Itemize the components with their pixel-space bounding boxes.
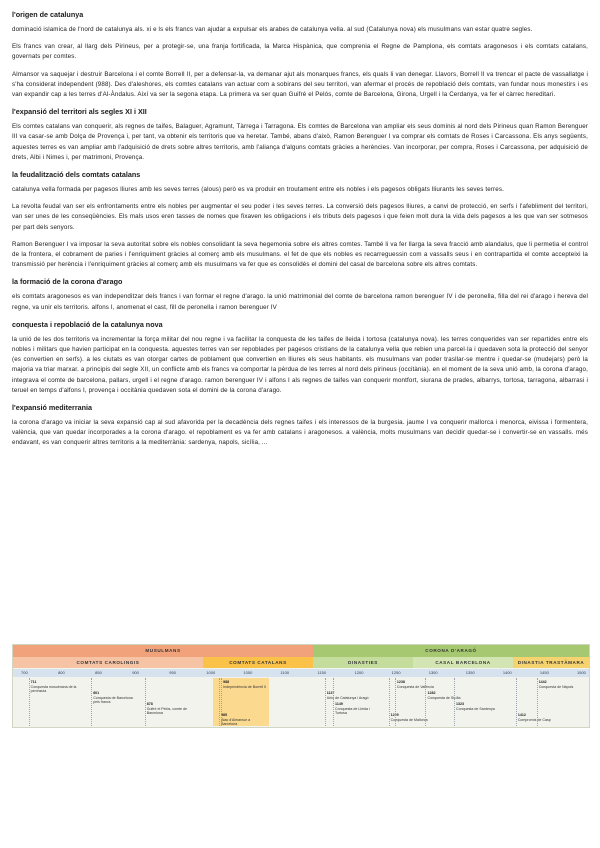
event-year: 1238 (396, 680, 405, 684)
timeline-event (93, 691, 139, 705)
event-tick (333, 678, 334, 726)
event-tick (91, 678, 92, 726)
year-label: 1500 (577, 670, 586, 675)
section-heading: conquesta i repoblació de la catalunya nova (12, 319, 163, 329)
timeline-event (31, 680, 77, 694)
year-label: 1300 (428, 670, 438, 675)
year-label: 1350 (465, 670, 475, 675)
event-tick (389, 678, 390, 726)
event-tick (219, 678, 220, 726)
paragraph: Ramon Berenguer I va imposar la seva autoritat sobre els nobles consolidant la seva hegemonia sobre els altres comtes. També li va fer llarga la seva fracció amb alandalus, que li permetia el control de la frontera, el cobrament de paries i l'enriquiment gràcies al comerç amb els musulmans. el fet de que els nobles es recarreguessin com a vassalls seus i en contrapartida el comte accepteixi la transmissió per herència i l'enriquiment gràcies al comerç amb els musulmans va fer que es consolidés el domini del casal de barcelona sobre els altres comtats. (12, 240, 588, 269)
event-tick (29, 678, 30, 726)
timeline-event (223, 680, 269, 689)
event-text: Conquesta de Sicília (427, 695, 461, 700)
year-label: 850 (95, 670, 102, 675)
timeline-event (391, 713, 437, 722)
event-tick (425, 678, 426, 726)
event-tick (221, 678, 222, 726)
event-text: Independència de Borrell II (223, 684, 267, 689)
year-label: 950 (169, 670, 176, 675)
timeline-event (456, 702, 502, 711)
event-text: Conquesta de Mallorca (390, 717, 428, 722)
section-heading: l'expansió mediterrania (12, 403, 93, 413)
section-heading: la feudalització dels comtats catalans (12, 170, 141, 180)
event-tick (516, 678, 517, 726)
event-year: 1412 (517, 713, 526, 717)
event-year: 1137 (326, 691, 335, 695)
event-text: Compromís de Casp (517, 717, 551, 722)
year-label: 1250 (391, 670, 401, 675)
event-text: Atac d'Almansor a Barcelona (221, 717, 251, 727)
event-tick (454, 678, 455, 726)
paragraph: Els francs van crear, al llarg dels Pirineus, per a protegir-se, una franja fortificada, la Marca Hispànica, que comprenia el Regne de Pamplona, els comtats aragonesos i els comtats catalans, governats per comtes. (12, 43, 588, 61)
event-year: 1149 (335, 702, 343, 706)
paragraph: dominació islamica de l'nord de catalunya als. xi e ls els francs van ajudar a expulsar els arabes de catalunya vella. al sud (Catalunya nova) els musulmans van estar quatre segles. (12, 26, 533, 33)
event-year: 878 (146, 702, 153, 706)
event-year: 1323 (455, 702, 464, 706)
year-label: 700 (21, 670, 28, 675)
year-label: 800 (58, 670, 65, 675)
event-text: Unió de Catalunya i Aragó (326, 695, 369, 700)
year-label: 1150 (317, 670, 327, 675)
event-text: Conquesta musulmana de la península (30, 684, 77, 694)
event-year: 1282 (427, 691, 436, 695)
event-text: Guifré el Pelós, comte de Barcelona (146, 706, 188, 716)
paragraph: la corona d'arago va iniciar la seva expansió cap al sud afavorida per la decadència dels regnes taifes i els interessos de la burgesia. jaume I va conquerir mallorca i menorca, eivissa i formentera, valència, que van quedar incorporades a la corona d'arago. el repoblament es va fer amb catalans i aragonesos. a valència, molts musulmans van decidir quedar-se i convertir-se en vassalls. més endavant, es van conquerir altres territoris a la mediterrània: sardenya, napols, sicília, ... (12, 419, 588, 447)
event-year: 988 (223, 680, 230, 684)
event-year: 1229 (390, 713, 399, 717)
event-tick (537, 678, 538, 726)
event-text: Conquesta de Barcelona pels francs (93, 695, 133, 705)
section-heading: l'origen de catalunya (12, 10, 84, 19)
timeline-event (147, 702, 193, 716)
event-text: Conquesta de Sardenya (455, 706, 495, 711)
year-label: 1450 (539, 670, 549, 675)
timeline-event (539, 680, 585, 689)
document-body (12, 10, 588, 456)
paragraph: catalunya vella formada per pagesos lliures amb les seves terres (alous) però es va produir en troutament entre els nobles i els pagesos obligats lliurants les seves terres. (12, 186, 504, 194)
year-label: 1050 (243, 670, 253, 675)
event-year: 1442 (538, 680, 547, 684)
timeline-event (221, 713, 267, 727)
history-timeline (12, 644, 590, 728)
paragraph: els comtats aragonesos es van independitzar dels francs i van formar el regne d'arago. la unió matrimonial del comte de barcelona ramon berenguer IV i de peronella, filla del rei d'arago i hereva del regne, va unir els territoris. alfons I, anomenat el cast, fill de peronella i ramon berenguer IV (12, 293, 588, 311)
section-heading: l'expansió del territori als segles XI i XII (12, 107, 147, 117)
event-text: Conquesta de Lleida i Tortosa (335, 706, 370, 716)
year-label: 1200 (354, 670, 364, 675)
band-casal-barcelona: CASAL BARCELONA (413, 657, 513, 668)
timeline-event (397, 680, 443, 689)
section-heading: la formació de la corona d'arago (12, 277, 123, 287)
event-year: 711 (30, 680, 37, 684)
year-label: 1100 (280, 670, 290, 675)
year-axis (13, 669, 589, 677)
event-year: 985 (221, 713, 228, 717)
timeline-event (427, 691, 473, 700)
band-corona-arago: CORONA D'ARAGÓ (313, 645, 589, 657)
year-label: 1400 (502, 670, 512, 675)
year-label: 1000 (206, 670, 216, 675)
year-label: 900 (132, 670, 139, 675)
event-tick (325, 678, 326, 726)
paragraph: Els comtes catalans van conquerir, als regnes de taifes, Balaguer, Agramunt, Tàrrega i Tarragona. Els comtes de Barcelona van ampliar els seus dominis al nord dels Pirineus quan Ramon Berenguer III va casar-se amb Dolça de Provença i, per tant, va obtenir els territoris que va heretar. També, abans d'això, Ramon Berenguer I va comprar els comtats de Roses i Carcassona. Els anys següents, aquestes terres es van ampliar amb l'adquisició de drets sobre altres territoris, amb l'aliança d'alguns comtats gràcies a herències. Van incorporar, per compra, Roses i Carcassona, per adquisició de drets, Albi i Nimes i, per matrimoni, Provença. (12, 123, 588, 161)
event-year: 801 (93, 691, 100, 695)
band-comtats-catalans: COMTATS CATALANS (203, 657, 313, 668)
timeline-event (518, 713, 564, 722)
event-text: Conquesta de València (396, 684, 434, 689)
event-tick (395, 678, 396, 726)
band-dinasties: DINASTIES (313, 657, 413, 668)
timeline-event (335, 702, 381, 716)
paragraph: Almansor va saquejar i destruir Barcelona i el comte Borrell II, per a defensar-la, va demanar ajut als monarques francs, els quals li van denegar. Llavors, Borrell II va trencar el pacte de vassallatge i s'ha considerat independent (988). Des d'aleshores, els comtes catalans van actuar com a sobirans del seu territori, van afermar el procés de repoblació dels comtats, van fundar nous monestirs i es van expandir cap a les terres d'Al-Àndalus. Així va ser la segona etapa. La primera va ser quan Guifré el Pelós, comte de Barcelona, Girona, Urgell i la Cerdanya, va fer el càrrec hereditari. (12, 70, 588, 99)
band-musulmans: MUSULMANS (13, 645, 313, 657)
paragraph: la unió de les dos territoris va incrementar la força militar del nou regne i va facilitar la conquesta de les taifes de lleida i tortosa (catalunya nova). les terres conquerides van ser repartides entre els nobles i militars que havien participat en la conquesta. aquestes terres van ser repoblades per pagesos cristians de la catalunya vella que rebien una parcel·la i quedaven sota la protecció del senyor (es convertien en serfs). a les ciutats es van otorgar cartes de poblament que convertien en lliures els seus habitants. els musulmans van poder trasllar-se mentre i quedar-se (mudejars) però la majoria va triar marxar. a principis del segle XII, un conflicte amb els francs va comportar la pèrdua de les terres al nord dels pirineus (occitània). en el moment de la seva unió amb, la corona d'arago, integrava el comte de barcelona, pallars, urgell i el regne d'arago. ramon berenguer IV i alfons I als regnes de taifes van conquerir montfort, siurana de prades, albarrys, tortosa, tarragona, albarrasi i teruel en temps d'alfons I, provença i occitània quedaven sota el domini de la corona d'arago. (12, 335, 588, 394)
paragraph: La revolta feudal van ser els enfrontaments entre els nobles per augmentar el seu poder i les seves terres. La conversió dels pagesos lliures, a canvi de protecció, en serfs i l'afebliment del territori, van ser unes de les conseqüències. Els mals usos eren tasses de nomes que fixaven les obligacions i els tributs dels pagesos i que feien molt dura la vida dels pagesos a les que van ser sotmesos per part dels senyors. (12, 203, 588, 231)
band-trastamara: DINASTIA TRASTÀMARA (513, 657, 589, 668)
band-comtats-carolingis: COMTATS CAROLINGIS (13, 657, 203, 668)
event-text: Conquesta de Nàpols (538, 684, 574, 689)
event-tick (145, 678, 146, 726)
